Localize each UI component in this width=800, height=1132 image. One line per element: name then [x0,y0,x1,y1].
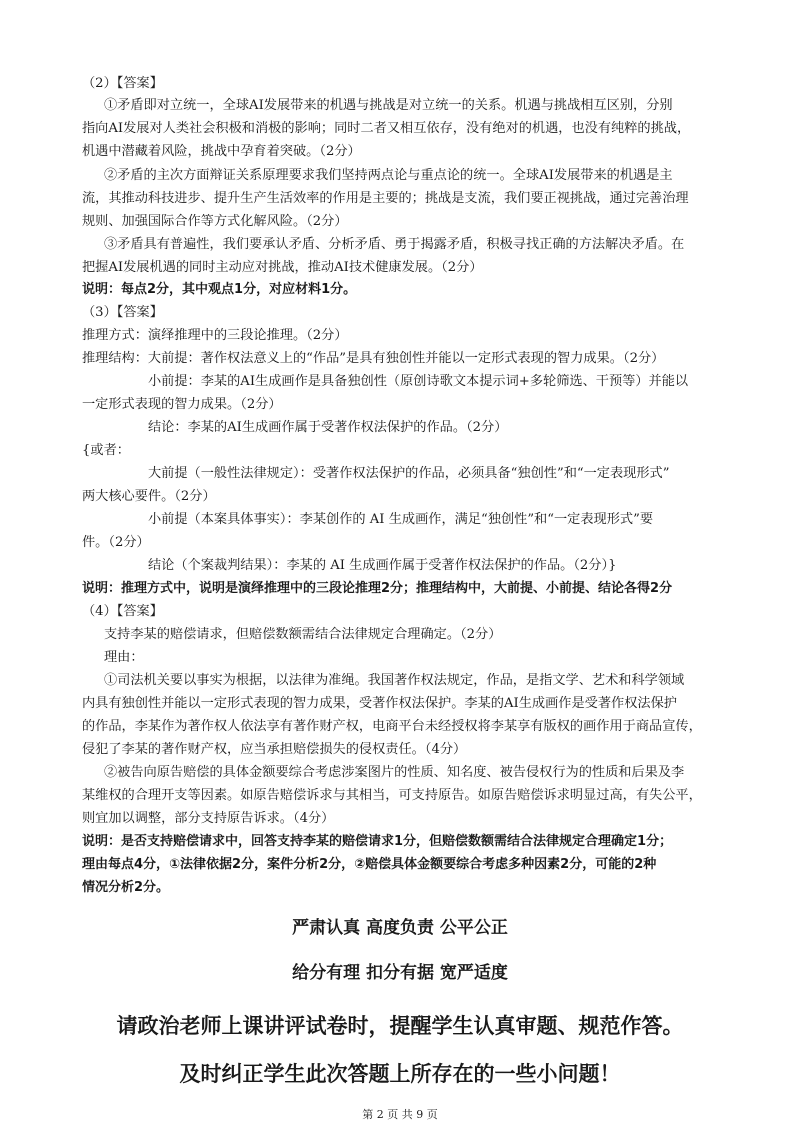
part2-point1-line2: 指向AI发展对人类社会积极和消极的影响；同时二者又相互依存，没有绝对的机遇，也没有纯粹的挑战， [82,121,691,136]
part2-point2-line1: ②矛盾的主次方面辩证关系原理要求我们坚持两点论与重点论的统一。全球AI发展带来的机遇是主 [104,168,673,183]
page-number: 第 2 页 共 9 页 [362,1108,438,1121]
grading-motto-line1: 严肃认真 高度负责 公平公正 [292,918,508,938]
teacher-reminder-line1: 请政治老师上课讲评试卷时，提醒学生认真审题、规范作答。 [116,1014,684,1038]
teacher-reminder-line2: 及时纠正学生此次答题上所存在的一些小问题！ [179,1062,621,1086]
part3-conclusion: 结论：李某的AI生成画作属于受著作权法保护的作品。（2分） [148,420,508,435]
part4-reason1-line3: 的作品，李某作为著作权人依法享有著作财产权，电商平台未经授权将李某享有版权的画作用于商品宣传， [82,719,702,734]
part4-reason1-line4: 侵犯了李某的著作财产权，应当承担赔偿损失的侵权责任。（4分） [82,742,467,757]
part3-alt-major-line2: 两大核心要件。（2分） [82,489,216,504]
part2-point3-line1: ③矛盾具有普遍性，我们要承认矛盾、分析矛盾、勇于揭露矛盾，积极寻找正确的方法解决矛盾。在 [104,237,685,252]
part4-reason1-line2: 内具有独创性并能以一定形式表现的智力成果，受著作权法保护。李某的AI生成画作是受著作权法保护 [82,696,677,711]
grading-motto-line2: 给分有理 扣分有据 宽严适度 [292,963,508,983]
part3-method: 推理方式：演绎推理中的三段论推理。（2分） [82,328,348,343]
part2-header: （2）【答案】 [82,76,163,91]
part4-scoring-note-line1: 说明：是否支持赔偿请求中，回答支持李某的赔偿请求1分，但赔偿数额需结合法律规定合理确定1分； [82,834,673,849]
part2-scoring-note: 说明：每点2分，其中观点1分，对应材料1分。 [82,282,357,297]
part3-or: {或者： [82,443,130,458]
part4-scoring-note-line3: 情况分析2分。 [82,880,170,895]
part3-minor-line1: 小前提：李某的AI生成画作是具备独创性（原创诗歌文本提示词+多轮筛选、干预等）并能以 [148,374,689,389]
part2-point2-line3: 规则、加强国际合作等方式化解风险。（2分） [82,214,348,229]
part3-scoring-note: 说明：推理方式中，说明是演绎推理中的三段论推理2分；推理结构中，大前提、小前提、结论各得2分 [82,581,673,596]
part4-support: 支持李某的赔偿请求，但赔偿数额需结合法律规定合理确定。（2分） [104,627,502,642]
part4-reason-label: 理由： [104,650,144,665]
part4-scoring-note-line2: 理由每点4分，①法律依据2分，案件分析2分，②赔偿具体金额要综合考虑多种因素2分，可能的2种 [82,857,657,872]
part3-alt-major-line1: 大前提（一般性法律规定）：受著作权法保护的作品，必须具备“独创性”和“一定表现形式” [148,466,670,481]
part4-reason2-line1: ②被告向原告赔偿的具体金额要综合考虑涉案图片的性质、知名度、被告侵权行为的性质和后果及李 [104,765,685,780]
part4-reason1-line1: ①司法机关要以事实为根据，以法律为准绳。我国著作权法规定，作品，是指文学、艺术和科学领域 [104,673,685,688]
part3-minor-line2: 一定形式表现的智力成果。（2分） [82,397,282,412]
part2-point2-line2: 流，其推动科技进步、提升生产生活效率的作用是主要的；挑战是支流，我们要正视挑战，通过完善治理 [82,191,689,206]
part4-header: （4）【答案】 [82,604,163,619]
part2-point1-line1: ①矛盾即对立统一，全球AI发展带来的机遇与挑战是对立统一的关系。机遇与挑战相互区别，分别 [104,98,673,113]
part4-reason2-line3: 则宜加以调整，部分支持原告诉求。（4分） [82,811,335,826]
part3-alt-minor-line1: 小前提（本案具体事实）：李某创作的 AI 生成画作，满足“独创性”和“一定表现形式”要 [148,512,654,527]
part2-point3-line2: 把握AI发展机遇的同时主动应对挑战，推动AI技术健康发展。（2分） [82,260,483,275]
part3-header: （3）【答案】 [82,305,163,320]
part3-alt-minor-line2: 件。（2分） [82,535,150,550]
part4-reason2-line2: 某维权的合理开支等因素。如原告赔偿诉求与其相当，可支持原告。如原告赔偿诉求明显过高，有失公平， [82,788,702,803]
part2-point1-line3: 机遇中潜藏着风险，挑战中孕育着突破。（2分） [82,144,361,159]
part3-structure-major: 推理结构：大前提：著作权法意义上的“作品”是具有独创性并能以一定形式表现的智力成果。（2分） [82,351,665,366]
part3-alt-conclusion: 结论（个案裁判结果）：李某的 AI 生成画作属于受著作权法保护的作品。（2分）} [148,558,617,573]
